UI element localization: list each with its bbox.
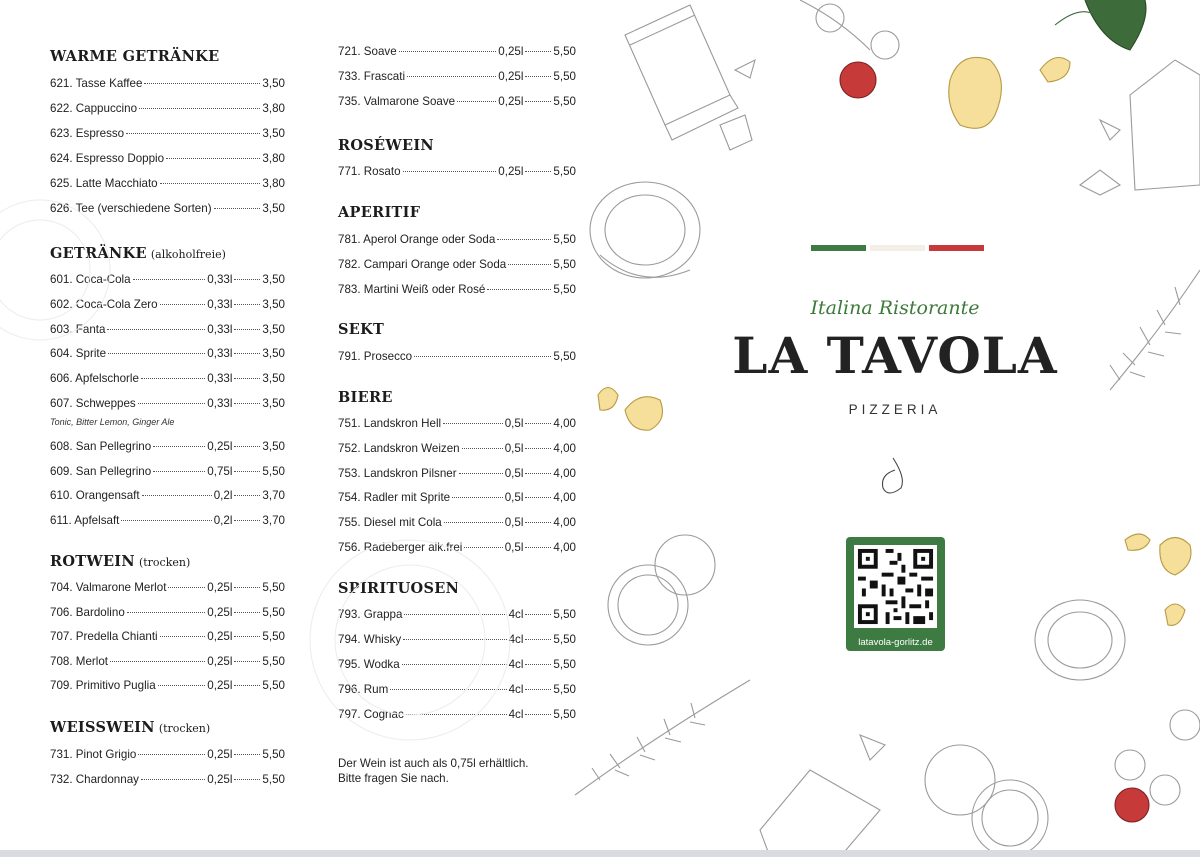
menu-item-name: 794. Whisky <box>338 633 402 646</box>
menu-item-size: 4cl <box>508 608 524 621</box>
menu-item-size: 0,25l <box>207 679 233 693</box>
menu-item-size: 0,25l <box>207 439 233 453</box>
menu-item-price: 5,50 <box>262 654 285 668</box>
menu-item-size: 4cl <box>508 633 524 646</box>
menu-item-price: 3,50 <box>262 273 285 286</box>
menu-item-price: 3,70 <box>262 514 285 528</box>
menu-item-price: 3,80 <box>262 177 285 190</box>
tortellini-icon <box>1160 538 1191 576</box>
section-title-sekt: SEKT <box>338 321 385 338</box>
cheese-icon <box>760 770 880 857</box>
menu-item-name: 621. Tasse Kaffee <box>50 77 143 90</box>
menu-item-price: 4,00 <box>553 541 576 554</box>
section-title-biere: BIERE <box>338 389 393 406</box>
menu-item-name: 709. Primitivo Puglia <box>50 679 156 693</box>
menu-item-name: 603. Fanta <box>50 322 106 336</box>
menu-item-price: 5,50 <box>262 630 285 644</box>
menu-item-size: 0,5l <box>504 491 524 505</box>
menu-item-name: 622. Cappuccino <box>50 102 138 115</box>
wine-footnote-line-1: Der Wein ist auch als 0,75l erhältlich. <box>338 757 529 770</box>
plate-sketch-icon <box>0 200 110 340</box>
menu-item-name: 606. Apfelschorle <box>50 372 139 386</box>
menu-item-name: 731. Pinot Grigio <box>50 748 137 761</box>
menu-item-size: 0,75l <box>207 464 233 478</box>
menu-item-price: 5,50 <box>262 679 285 693</box>
menu-item-name: 732. Chardonnay <box>50 773 139 786</box>
menu-item-price: 5,50 <box>553 165 576 178</box>
cheese-icon <box>1130 60 1200 190</box>
menu-item-name: 721. Soave <box>338 45 397 58</box>
tortellini-icon <box>949 58 1002 129</box>
section-title-rosewein: ROSÉWEIN <box>338 137 434 154</box>
menu-item-name: 797. Cognac <box>338 708 404 721</box>
menu-item-price: 3,80 <box>262 102 285 115</box>
tomato-icon <box>816 4 844 32</box>
menu-item-price: 3,50 <box>262 439 285 453</box>
menu-item-name: 623. Espresso <box>50 127 125 140</box>
section-title-weisswein: WEISSWEIN (trocken) <box>50 719 211 736</box>
menu-item-size: 0,25l <box>498 70 524 83</box>
menu-item-size: 0,25l <box>498 165 524 178</box>
flag-stripe-green <box>811 245 866 251</box>
menu-item-name: 796. Rum <box>338 683 389 696</box>
wine-footnote-line-2: Bitte fragen Sie nach. <box>338 772 449 785</box>
menu-item-size: 0,25l <box>207 581 233 594</box>
menu-item-price: 3,50 <box>262 202 285 215</box>
basil-icon <box>1085 0 1146 50</box>
menu-item-price: 4,00 <box>553 491 576 505</box>
menu-item-price: 5,50 <box>262 748 285 761</box>
menu-item-price: 3,50 <box>262 347 285 361</box>
section-title-spirituosen: SPIRITUOSEN <box>338 580 460 597</box>
menu-item-name: 752. Landskron Weizen <box>338 441 460 455</box>
tortellini-icon <box>598 388 618 411</box>
brand-subtitle: Italina Ristorante <box>810 297 980 319</box>
menu-item-size: 0,33l <box>207 372 233 386</box>
menu-item-size: 0,2l <box>213 514 233 528</box>
menu-item-price: 5,50 <box>262 581 285 594</box>
menu-item-size: 0,5l <box>504 541 524 554</box>
menu-item-size: 0,5l <box>504 516 524 530</box>
lemon-icon <box>925 745 995 815</box>
italian-flag-bar <box>811 245 984 251</box>
website-link[interactable]: latavola-gorlitz.de <box>858 637 933 648</box>
menu-item-price: 5,50 <box>553 70 576 83</box>
menu-item-name: 708. Merlot <box>50 654 108 668</box>
menu-item-price: 5,50 <box>553 708 576 721</box>
menu-item-name: 771. Rosato <box>338 165 401 178</box>
menu-item-price: 3,50 <box>262 397 285 410</box>
menu-item-price: 3,50 <box>262 297 285 311</box>
menu-item-size: 0,25l <box>207 654 233 668</box>
glass-icon <box>590 182 700 278</box>
menu-item-price: 5,50 <box>553 283 576 296</box>
menu-item-size: 4cl <box>508 708 524 721</box>
brand-type: PIZZERIA <box>848 402 942 417</box>
menu-item-size: 0,25l <box>498 45 524 58</box>
menu-item-size: 0,25l <box>498 95 524 108</box>
menu-item-name: 608. San Pellegrino <box>50 439 152 453</box>
menu-item-name: 756. Radeberger alk.frei <box>338 541 463 554</box>
menu-item-price: 5,50 <box>262 464 285 478</box>
menu-item-size: 0,2l <box>213 489 233 503</box>
swirl-icon <box>883 458 903 493</box>
flag-stripe-red <box>929 245 984 251</box>
menu-item-price: 4,00 <box>553 516 576 530</box>
menu-item-size: 0,5l <box>504 417 524 430</box>
menu-item-name: 625. Latte Macchiato <box>50 177 158 190</box>
menu-item-price: 5,50 <box>553 608 576 621</box>
plate-sketch-icon <box>310 540 510 740</box>
menu-item-price: 4,00 <box>553 441 576 455</box>
menu-item-name: 781. Aperol Orange oder Soda <box>338 233 496 246</box>
menu-item-size: 0,5l <box>504 441 524 455</box>
menu-item-size: 0,5l <box>504 466 524 480</box>
menu-item-name: 601. Coca-Cola <box>50 273 131 286</box>
menu-item-price: 5,50 <box>553 683 576 696</box>
brand-title: LA TAVOLA <box>732 326 1058 385</box>
menu-item-name: 754. Radler mit Sprite <box>338 491 451 505</box>
menu-item-price: 4,00 <box>553 417 576 430</box>
menu-item-size: 0,33l <box>207 347 233 361</box>
flag-stripe-white <box>870 245 925 251</box>
menu-item-name: 604. Sprite <box>50 347 107 361</box>
menu-item-price: 5,50 <box>262 605 285 619</box>
menu-item-size: 0,33l <box>207 273 233 286</box>
menu-item-price: 3,50 <box>262 372 285 386</box>
menu-item-size: 0,33l <box>207 397 233 410</box>
menu-item-name: 611. Apfelsaft <box>50 514 120 528</box>
menu-item-size: 0,25l <box>207 605 233 619</box>
menu-item-price: 3,70 <box>262 489 285 503</box>
qr-code-icon[interactable] <box>854 545 937 628</box>
menu-item-price: 5,50 <box>553 45 576 58</box>
page-bottom-strip <box>0 850 1200 857</box>
menu-item-price: 5,50 <box>553 95 576 108</box>
section-title-getraenke: GETRÄNKE (alkoholfreie) <box>50 245 226 262</box>
menu-item-price: 3,50 <box>262 77 285 90</box>
lemon-icon <box>608 565 688 645</box>
menu-item-size: 0,33l <box>207 322 233 336</box>
menu-item-size: 0,25l <box>207 630 233 644</box>
section-title-aperitif: APERITIF <box>338 204 421 221</box>
menu-item-name: 704. Valmarone Merlot <box>50 581 167 594</box>
menu-item-size: 4cl <box>508 683 524 696</box>
menu-item-price: 4,00 <box>553 466 576 480</box>
menu-item-price: 5,50 <box>553 350 576 363</box>
tomato-icon <box>1115 750 1145 780</box>
menu-item-name: 783. Martini Weiß oder Rosé <box>338 283 486 296</box>
menu-item-name: 735. Valmarone Soave <box>338 95 456 108</box>
menu-item-size: 0,25l <box>207 748 233 761</box>
section-title-warme-getraenke: WARME GETRÄNKE <box>50 48 220 65</box>
section-title-rotwein: ROTWEIN (trocken) <box>50 553 191 570</box>
menu-item-name: 607. Schweppes <box>50 397 136 410</box>
menu-item-name: 707. Predella Chianti <box>50 630 158 644</box>
menu-item-name: 602. Coca-Cola Zero <box>50 297 158 311</box>
menu-item-name: 755. Diesel mit Cola <box>338 516 442 530</box>
menu-item-name: 782. Campari Orange oder Soda <box>338 258 507 271</box>
menu-item-price: 3,50 <box>262 322 285 336</box>
menu-item-price: 5,50 <box>553 258 576 271</box>
menu-item-name: 793. Grappa <box>338 608 403 621</box>
menu-item-name: 753. Landskron Pilsner <box>338 466 457 480</box>
menu-item-size: 4cl <box>508 658 524 671</box>
menu-item-price: 3,80 <box>262 152 285 165</box>
menu-item-name: 609. San Pellegrino <box>50 464 152 478</box>
menu-item-name: 706. Bardolino <box>50 605 125 619</box>
menu-item-name: 624. Espresso Doppio <box>50 152 165 165</box>
menu-item-name: 610. Orangensaft <box>50 489 140 503</box>
menu-item-price: 5,50 <box>262 773 285 786</box>
menu-item-name: 751. Landskron Hell <box>338 417 442 430</box>
menu-item-name: 733. Frascati <box>338 70 406 83</box>
menu-item-price: 3,50 <box>262 127 285 140</box>
menu-item-price: 5,50 <box>553 233 576 246</box>
schweppes-note: Tonic, Bitter Lemon, Ginger Ale <box>50 417 175 427</box>
menu-item-name: 626. Tee (verschiedene Sorten) <box>50 202 212 215</box>
qr-code-card[interactable] <box>846 537 945 651</box>
menu-item-name: 795. Wodka <box>338 658 400 671</box>
menu-item-price: 5,50 <box>553 658 576 671</box>
rosemary-icon <box>1110 270 1200 390</box>
menu-item-name: 791. Prosecco <box>338 350 413 363</box>
menu-item-size: 0,25l <box>207 773 233 786</box>
rosemary-icon <box>575 680 750 795</box>
menu-item-size: 0,33l <box>207 297 233 311</box>
menu-item-price: 5,50 <box>553 633 576 646</box>
